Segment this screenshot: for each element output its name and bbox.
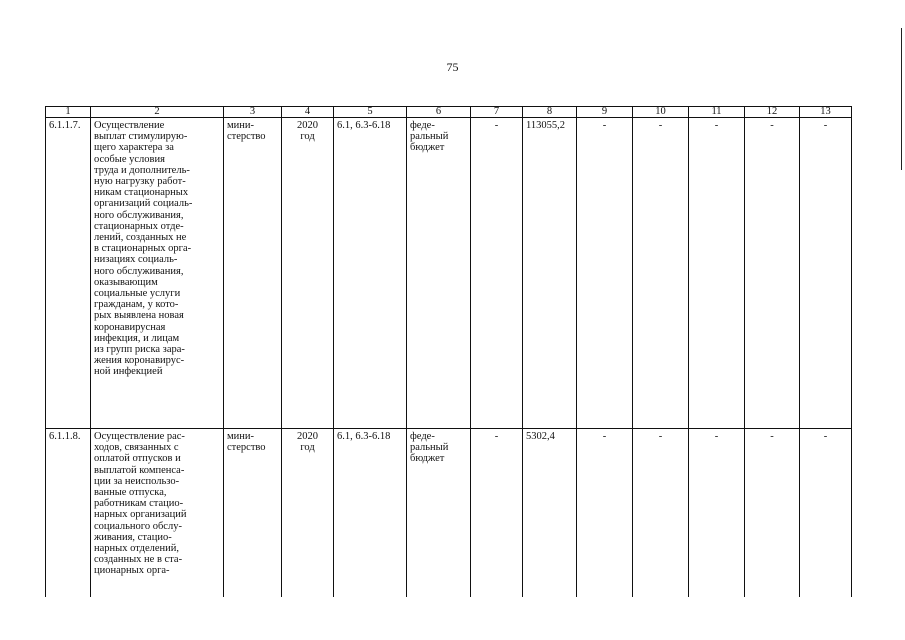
source-line: ральный	[410, 442, 449, 454]
row-col7: -	[471, 118, 523, 429]
description-line: из групп риска зара-	[94, 344, 185, 356]
column-number-row	[46, 107, 852, 118]
executor-line: стерство	[227, 442, 266, 454]
row-col12: -	[745, 429, 800, 598]
description-line: ходов, связанных с	[94, 442, 179, 454]
description-line: низациях социаль-	[94, 254, 178, 266]
executor-line: мини-	[227, 431, 254, 442]
description-line: нарных отделений,	[94, 543, 180, 555]
year-line: 2020	[297, 120, 318, 131]
source-line: феде-	[410, 120, 435, 131]
column-number: 9	[577, 107, 633, 118]
description-line: коронавирусная	[94, 321, 166, 333]
row-col12: -	[745, 118, 800, 429]
description-line: ванные отпуска,	[94, 487, 167, 499]
column-number: 6	[407, 107, 471, 118]
column-number: 12	[745, 107, 800, 118]
executor-line: мини-	[227, 120, 254, 131]
description-line: живания, стацио-	[94, 531, 172, 543]
description-line: выплатой компенса-	[94, 464, 185, 476]
source-line: бюджет	[410, 453, 445, 465]
year-line: год	[300, 442, 315, 454]
description-line: ции за неиспользо-	[94, 475, 180, 487]
row-code: 6.1.1.8.	[46, 429, 91, 598]
row-col9: -	[577, 118, 633, 429]
description-line: стационарных отде-	[94, 220, 184, 232]
page-number: 75	[446, 60, 459, 74]
description-line: щего характера за	[94, 142, 174, 154]
description-line: социальные услуги	[94, 288, 181, 300]
row-col9: -	[577, 429, 633, 598]
description-line: никам стационарных	[94, 187, 189, 199]
margin-line	[901, 28, 902, 170]
row-executor	[224, 429, 282, 598]
column-number: 8	[523, 107, 577, 118]
description-line: труда и дополнитель-	[94, 164, 190, 176]
source-line: бюджет	[410, 142, 445, 154]
column-number: 13	[800, 107, 852, 118]
column-number: 2	[91, 107, 224, 118]
description-line: ционарных орга-	[94, 565, 170, 577]
description-line: Осуществление рас-	[94, 431, 185, 442]
description-line: ного обслуживания,	[94, 209, 184, 221]
column-number: 7	[471, 107, 523, 118]
year-line: 2020	[297, 431, 318, 442]
description-line: оказывающим	[94, 276, 158, 288]
row-col10: -	[633, 429, 689, 598]
description-line: ного обслуживания,	[94, 265, 184, 277]
row-code: 6.1.1.7.	[46, 118, 91, 429]
row-executor	[224, 118, 282, 429]
description-line: особые условия	[94, 153, 165, 165]
description-line: организаций социаль-	[94, 198, 193, 210]
executor-line: стерство	[227, 131, 266, 143]
description-line: работникам стацио-	[94, 498, 184, 510]
year-line: год	[300, 131, 315, 143]
row-year	[282, 429, 334, 598]
row-col13: -	[800, 118, 852, 429]
description-line: оплатой отпусков и	[94, 453, 181, 465]
description-line: созданных не в ста-	[94, 554, 183, 566]
row-amount: 113055,2	[523, 118, 577, 429]
table-row	[46, 118, 852, 429]
row-description	[91, 429, 224, 598]
row-col13: -	[800, 429, 852, 598]
table-row	[46, 429, 852, 598]
row-col11: -	[689, 118, 745, 429]
source-line: ральный	[410, 131, 449, 143]
description-line: в стационарных орга-	[94, 243, 192, 255]
description-line: нарных организаций	[94, 509, 187, 521]
column-number: 11	[689, 107, 745, 118]
program-table	[45, 106, 852, 597]
column-number: 3	[224, 107, 282, 118]
row-amount: 5302,4	[523, 429, 577, 598]
row-col10: -	[633, 118, 689, 429]
column-number: 10	[633, 107, 689, 118]
column-number: 1	[46, 107, 91, 118]
row-indicators: 6.1, 6.3-6.18	[334, 429, 407, 598]
column-number: 4	[282, 107, 334, 118]
description-line: рых выявлена новая	[94, 310, 184, 322]
description-line: ной инфекцией	[94, 366, 163, 378]
row-description	[91, 118, 224, 429]
description-line: социального обслу-	[94, 520, 182, 532]
description-line: лений, созданных не	[94, 232, 187, 244]
source-line: феде-	[410, 431, 435, 442]
row-year	[282, 118, 334, 429]
row-funding-source	[407, 118, 471, 429]
column-number: 5	[334, 107, 407, 118]
row-funding-source	[407, 429, 471, 598]
description-line: гражданам, у кото-	[94, 299, 179, 311]
row-indicators: 6.1, 6.3-6.18	[334, 118, 407, 429]
description-line: инфекция, и лицам	[94, 332, 180, 344]
row-col7: -	[471, 429, 523, 598]
description-line: ную нагрузку работ-	[94, 176, 186, 188]
description-line: жения коронавирус-	[94, 355, 185, 367]
description-line: Осуществление	[94, 120, 165, 131]
row-col11: -	[689, 429, 745, 598]
description-line: выплат стимулирую-	[94, 131, 188, 143]
